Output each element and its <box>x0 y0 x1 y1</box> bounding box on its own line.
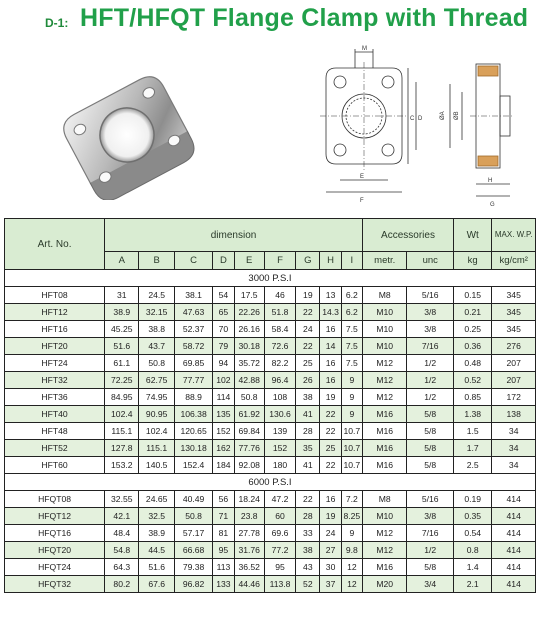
table-cell: 5/8 <box>407 406 454 423</box>
svg-text:C: C <box>410 116 415 122</box>
table-cell: HFT16 <box>5 321 105 338</box>
table-cell: 74.95 <box>139 389 174 406</box>
table-row <box>5 542 536 559</box>
table-cell: 22 <box>296 338 320 355</box>
table-cell: 2.5 <box>453 457 491 474</box>
table-cell: 102.4 <box>139 423 174 440</box>
table-cell: 95 <box>264 559 295 576</box>
table-cell: 7/16 <box>407 525 454 542</box>
table-cell: 153.2 <box>105 457 139 474</box>
table-cell: 1.7 <box>453 440 491 457</box>
table-cell: 50.8 <box>174 508 212 525</box>
table-cell: 1.5 <box>453 423 491 440</box>
svg-text:F: F <box>360 198 364 204</box>
table-cell: HFT48 <box>5 423 105 440</box>
table-cell: 69.6 <box>264 525 295 542</box>
page-title: HFT/HFQT Flange Clamp with Thread <box>80 4 529 32</box>
table-cell: 16 <box>320 372 341 389</box>
table-cell: 22 <box>320 423 341 440</box>
top-view-drawing <box>320 49 416 192</box>
subheader-unc: unc <box>407 252 454 270</box>
table-cell: 115.1 <box>139 440 174 457</box>
table-cell: 38.9 <box>139 525 174 542</box>
table-cell: 84.95 <box>105 389 139 406</box>
table-cell: 69.85 <box>174 355 212 372</box>
table-cell: 13 <box>320 287 341 304</box>
table-cell: 42.88 <box>234 372 264 389</box>
table-cell: 44.46 <box>234 576 264 593</box>
table-cell: 51.8 <box>264 304 295 321</box>
table-cell: M12 <box>362 389 406 406</box>
table-cell: 95 <box>213 542 234 559</box>
table-cell: 96.82 <box>174 576 212 593</box>
table-cell: 28 <box>296 508 320 525</box>
subheader-i: I <box>341 252 362 270</box>
table-cell: 0.85 <box>453 389 491 406</box>
table-cell: 27.78 <box>234 525 264 542</box>
spec-table <box>4 218 536 593</box>
table-cell: 0.54 <box>453 525 491 542</box>
table-cell: M8 <box>362 287 406 304</box>
table-cell: 50.8 <box>234 389 264 406</box>
table-row <box>5 508 536 525</box>
table-cell: 43.7 <box>139 338 174 355</box>
table-cell: 22 <box>320 406 341 423</box>
table-cell: HFT24 <box>5 355 105 372</box>
table-row <box>5 440 536 457</box>
table-cell: 0.48 <box>453 355 491 372</box>
side-view-drawing <box>450 64 514 196</box>
table-cell: HFT52 <box>5 440 105 457</box>
table-cell: 207 <box>492 355 536 372</box>
table-cell: 0.25 <box>453 321 491 338</box>
table-row <box>5 321 536 338</box>
table-cell: 5/16 <box>407 491 454 508</box>
table-cell: 24 <box>320 525 341 542</box>
table-cell: 5/8 <box>407 440 454 457</box>
table-cell: 88.9 <box>174 389 212 406</box>
table-cell: 345 <box>492 287 536 304</box>
table-row <box>5 355 536 372</box>
header-weight: Wt <box>453 219 491 252</box>
table-cell: 24.65 <box>139 491 174 508</box>
table-cell: 345 <box>492 321 536 338</box>
table-cell: 9 <box>341 389 362 406</box>
table-cell: 9 <box>341 525 362 542</box>
table-cell: 56 <box>213 491 234 508</box>
table-cell: 133 <box>213 576 234 593</box>
subheader-kg: kg <box>453 252 491 270</box>
table-row <box>5 423 536 440</box>
table-cell: 67.6 <box>139 576 174 593</box>
table-cell: 3/8 <box>407 304 454 321</box>
table-cell: 3/8 <box>407 508 454 525</box>
svg-text:M: M <box>362 46 367 52</box>
table-cell: 34 <box>492 440 536 457</box>
table-cell: 47.63 <box>174 304 212 321</box>
table-cell: 184 <box>213 457 234 474</box>
table-cell: 45.25 <box>105 321 139 338</box>
table-cell: 5/8 <box>407 457 454 474</box>
table-cell: HFT20 <box>5 338 105 355</box>
table-cell: 102.4 <box>105 406 139 423</box>
table-cell: 51.6 <box>105 338 139 355</box>
table-cell: 61.92 <box>234 406 264 423</box>
table-cell: 24 <box>296 321 320 338</box>
table-cell: 6.2 <box>341 287 362 304</box>
table-cell: HFQT32 <box>5 576 105 593</box>
table-cell: HFT60 <box>5 457 105 474</box>
table-cell: 28 <box>296 423 320 440</box>
table-row <box>5 491 536 508</box>
table-cell: 152 <box>264 440 295 457</box>
table-cell: 3/8 <box>407 321 454 338</box>
table-cell: 345 <box>492 304 536 321</box>
table-cell: 0.8 <box>453 542 491 559</box>
table-cell: 414 <box>492 525 536 542</box>
table-cell: 7.2 <box>341 491 362 508</box>
table-cell: 30 <box>320 559 341 576</box>
subheader-kgcm2: kg/cm² <box>492 252 536 270</box>
table-cell: 18.24 <box>234 491 264 508</box>
table-cell: 138 <box>492 406 536 423</box>
table-cell: 14 <box>320 338 341 355</box>
table-cell: 2.1 <box>453 576 491 593</box>
table-cell: 135 <box>213 406 234 423</box>
table-cell: M16 <box>362 559 406 576</box>
table-cell: 90.95 <box>139 406 174 423</box>
table-cell: 26 <box>296 372 320 389</box>
table-cell: 10.7 <box>341 457 362 474</box>
section-label: 6000 P.S.I <box>5 474 536 491</box>
section-row <box>5 270 536 287</box>
technical-drawing <box>300 44 532 208</box>
table-row <box>5 338 536 355</box>
table-cell: 162 <box>213 440 234 457</box>
table-cell: 50.8 <box>139 355 174 372</box>
table-cell: 10.7 <box>341 423 362 440</box>
table-cell: HFT36 <box>5 389 105 406</box>
table-cell: 12 <box>341 576 362 593</box>
table-cell: 77.77 <box>174 372 212 389</box>
table-cell: 139 <box>264 423 295 440</box>
table-cell: 0.19 <box>453 491 491 508</box>
table-cell: 54.8 <box>105 542 139 559</box>
table-cell: 46 <box>264 287 295 304</box>
table-cell: M20 <box>362 576 406 593</box>
table-cell: HFT08 <box>5 287 105 304</box>
table-cell: 1.38 <box>453 406 491 423</box>
table-cell: 180 <box>264 457 295 474</box>
table-cell: 0.36 <box>453 338 491 355</box>
subheader-g: G <box>296 252 320 270</box>
table-cell: HFT40 <box>5 406 105 423</box>
table-cell: M10 <box>362 321 406 338</box>
table-cell: M16 <box>362 406 406 423</box>
section-code: D-1: <box>45 16 69 30</box>
header-dimension: dimension <box>105 219 363 252</box>
table-cell: 8.25 <box>341 508 362 525</box>
table-cell: 41 <box>296 406 320 423</box>
table-cell: 414 <box>492 576 536 593</box>
table-cell: 41 <box>296 457 320 474</box>
table-cell: HFQT12 <box>5 508 105 525</box>
table-cell: 414 <box>492 491 536 508</box>
subheader-f: F <box>264 252 295 270</box>
table-cell: 40.49 <box>174 491 212 508</box>
table-cell: HFT12 <box>5 304 105 321</box>
table-cell: 38 <box>296 542 320 559</box>
table-cell: 61.1 <box>105 355 139 372</box>
table-cell: 1/2 <box>407 355 454 372</box>
table-row <box>5 457 536 474</box>
table-cell: 0.52 <box>453 372 491 389</box>
table-cell: 9.8 <box>341 542 362 559</box>
subheader-d: D <box>213 252 234 270</box>
table-cell: 1.4 <box>453 559 491 576</box>
table-cell: HFQT20 <box>5 542 105 559</box>
table-cell: 79 <box>213 338 234 355</box>
table-cell: 38.1 <box>174 287 212 304</box>
table-cell: M12 <box>362 542 406 559</box>
table-cell: 207 <box>492 372 536 389</box>
table-cell: 106.38 <box>174 406 212 423</box>
table-cell: 35 <box>296 440 320 457</box>
table-cell: 14.3 <box>320 304 341 321</box>
table-cell: 31.76 <box>234 542 264 559</box>
table-cell: 71 <box>213 508 234 525</box>
table-cell: 96.4 <box>264 372 295 389</box>
table-cell: 72.25 <box>105 372 139 389</box>
table-row <box>5 576 536 593</box>
table-cell: 6.2 <box>341 304 362 321</box>
table-row <box>5 287 536 304</box>
table-cell: 152 <box>213 423 234 440</box>
table-cell: 44.5 <box>139 542 174 559</box>
table-cell: 140.5 <box>139 457 174 474</box>
table-cell: 32.15 <box>139 304 174 321</box>
table-cell: 152.4 <box>174 457 212 474</box>
table-cell: 35.72 <box>234 355 264 372</box>
table-cell: 31 <box>105 287 139 304</box>
table-cell: 38.9 <box>105 304 139 321</box>
table-cell: 0.21 <box>453 304 491 321</box>
table-cell: 0.35 <box>453 508 491 525</box>
table-cell: 12 <box>341 559 362 576</box>
table-row <box>5 389 536 406</box>
table-cell: 52.37 <box>174 321 212 338</box>
table-cell: 5/16 <box>407 287 454 304</box>
table-cell: 24.5 <box>139 287 174 304</box>
table-cell: 16 <box>320 491 341 508</box>
table-cell: M12 <box>362 355 406 372</box>
table-cell: 16 <box>320 355 341 372</box>
table-cell: M16 <box>362 440 406 457</box>
header-article-no: Art. No. <box>5 219 105 270</box>
table-cell: 7.5 <box>341 321 362 338</box>
table-cell: 113.8 <box>264 576 295 593</box>
table-cell: 414 <box>492 559 536 576</box>
table-cell: 172 <box>492 389 536 406</box>
table-cell: 19 <box>320 508 341 525</box>
table-cell: 34 <box>492 423 536 440</box>
table-cell: 33 <box>296 525 320 542</box>
table-cell: 16 <box>320 321 341 338</box>
table-cell: 47.2 <box>264 491 295 508</box>
table-cell: 414 <box>492 508 536 525</box>
table-cell: 7.5 <box>341 355 362 372</box>
table-cell: 62.75 <box>139 372 174 389</box>
table-cell: 51.6 <box>139 559 174 576</box>
header-max-wp: MAX. W.P. <box>492 219 536 252</box>
table-cell: 1/2 <box>407 542 454 559</box>
table-cell: 7/16 <box>407 338 454 355</box>
svg-text:G: G <box>490 202 495 208</box>
table-cell: 108 <box>264 389 295 406</box>
svg-text:E: E <box>360 174 365 180</box>
table-cell: 9 <box>341 372 362 389</box>
table-row <box>5 304 536 321</box>
section-row <box>5 474 536 491</box>
table-row <box>5 406 536 423</box>
table-cell: 65 <box>213 304 234 321</box>
table-cell: HFT32 <box>5 372 105 389</box>
table-cell: 130.18 <box>174 440 212 457</box>
table-cell: 58.72 <box>174 338 212 355</box>
header-accessories: Accessories <box>362 219 453 252</box>
table-cell: 70 <box>213 321 234 338</box>
table-cell: 102 <box>213 372 234 389</box>
table-cell: 22.26 <box>234 304 264 321</box>
table-cell: M16 <box>362 457 406 474</box>
table-cell: 9 <box>341 406 362 423</box>
table-cell: 17.5 <box>234 287 264 304</box>
flange-clamp-photo <box>52 70 202 200</box>
table-cell: 115.1 <box>105 423 139 440</box>
subheader-e: E <box>234 252 264 270</box>
table-cell: M12 <box>362 372 406 389</box>
subheader-a: A <box>105 252 139 270</box>
table-cell: 36.52 <box>234 559 264 576</box>
table-cell: 66.68 <box>174 542 212 559</box>
table-cell: 79.38 <box>174 559 212 576</box>
svg-text:D: D <box>418 116 423 122</box>
table-cell: 58.4 <box>264 321 295 338</box>
table-cell: 54 <box>213 287 234 304</box>
table-cell: 0.15 <box>453 287 491 304</box>
table-cell: 26.16 <box>234 321 264 338</box>
table-cell: 42.1 <box>105 508 139 525</box>
table-cell: 32.55 <box>105 491 139 508</box>
table-cell: 5/8 <box>407 423 454 440</box>
table-cell: 22 <box>320 457 341 474</box>
table-cell: 114 <box>213 389 234 406</box>
table-cell: 30.18 <box>234 338 264 355</box>
table-cell: 64.3 <box>105 559 139 576</box>
table-cell: 34 <box>492 457 536 474</box>
table-cell: 69.84 <box>234 423 264 440</box>
table-cell: M10 <box>362 304 406 321</box>
table-cell: 27 <box>320 542 341 559</box>
table-cell: 3/4 <box>407 576 454 593</box>
table-cell: 32.5 <box>139 508 174 525</box>
table-row <box>5 559 536 576</box>
page-header <box>0 0 540 40</box>
table-cell: HFQT16 <box>5 525 105 542</box>
table-cell: 23.8 <box>234 508 264 525</box>
table-cell: 19 <box>320 389 341 406</box>
table-cell: 43 <box>296 559 320 576</box>
svg-text:ØA: ØA <box>440 111 446 120</box>
table-cell: 57.17 <box>174 525 212 542</box>
subheader-b: B <box>139 252 174 270</box>
table-cell: 60 <box>264 508 295 525</box>
table-cell: M10 <box>362 508 406 525</box>
table-cell: 25 <box>296 355 320 372</box>
table-cell: 414 <box>492 542 536 559</box>
table-cell: 77.2 <box>264 542 295 559</box>
table-cell: M8 <box>362 491 406 508</box>
table-cell: 82.2 <box>264 355 295 372</box>
table-cell: 130.6 <box>264 406 295 423</box>
table-cell: M10 <box>362 338 406 355</box>
table-cell: 77.76 <box>234 440 264 457</box>
table-cell: 52 <box>296 576 320 593</box>
table-cell: 81 <box>213 525 234 542</box>
svg-text:H: H <box>488 178 493 184</box>
section-label: 3000 P.S.I <box>5 270 536 287</box>
table-cell: 7.5 <box>341 338 362 355</box>
table-cell: 1/2 <box>407 389 454 406</box>
table-row <box>5 372 536 389</box>
table-cell: 120.65 <box>174 423 212 440</box>
table-cell: M12 <box>362 525 406 542</box>
subheader-c: C <box>174 252 212 270</box>
table-cell: 1/2 <box>407 372 454 389</box>
table-cell: 48.4 <box>105 525 139 542</box>
table-cell: 72.6 <box>264 338 295 355</box>
subheader-h: H <box>320 252 341 270</box>
table-cell: 10.7 <box>341 440 362 457</box>
table-cell: 37 <box>320 576 341 593</box>
table-cell: 19 <box>296 287 320 304</box>
table-cell: 127.8 <box>105 440 139 457</box>
table-cell: 38 <box>296 389 320 406</box>
table-cell: 80.2 <box>105 576 139 593</box>
table-cell: HFQT08 <box>5 491 105 508</box>
table-cell: 22 <box>296 304 320 321</box>
table-cell: 92.08 <box>234 457 264 474</box>
table-cell: HFQT24 <box>5 559 105 576</box>
table-cell: 276 <box>492 338 536 355</box>
table-cell: 22 <box>296 491 320 508</box>
svg-text:ØB: ØB <box>454 111 460 120</box>
table-cell: 94 <box>213 355 234 372</box>
table-cell: M16 <box>362 423 406 440</box>
table-cell: 113 <box>213 559 234 576</box>
table-cell: 25 <box>320 440 341 457</box>
subheader-metric: metr. <box>362 252 406 270</box>
table-cell: 5/8 <box>407 559 454 576</box>
table-row <box>5 525 536 542</box>
table-cell: 38.8 <box>139 321 174 338</box>
